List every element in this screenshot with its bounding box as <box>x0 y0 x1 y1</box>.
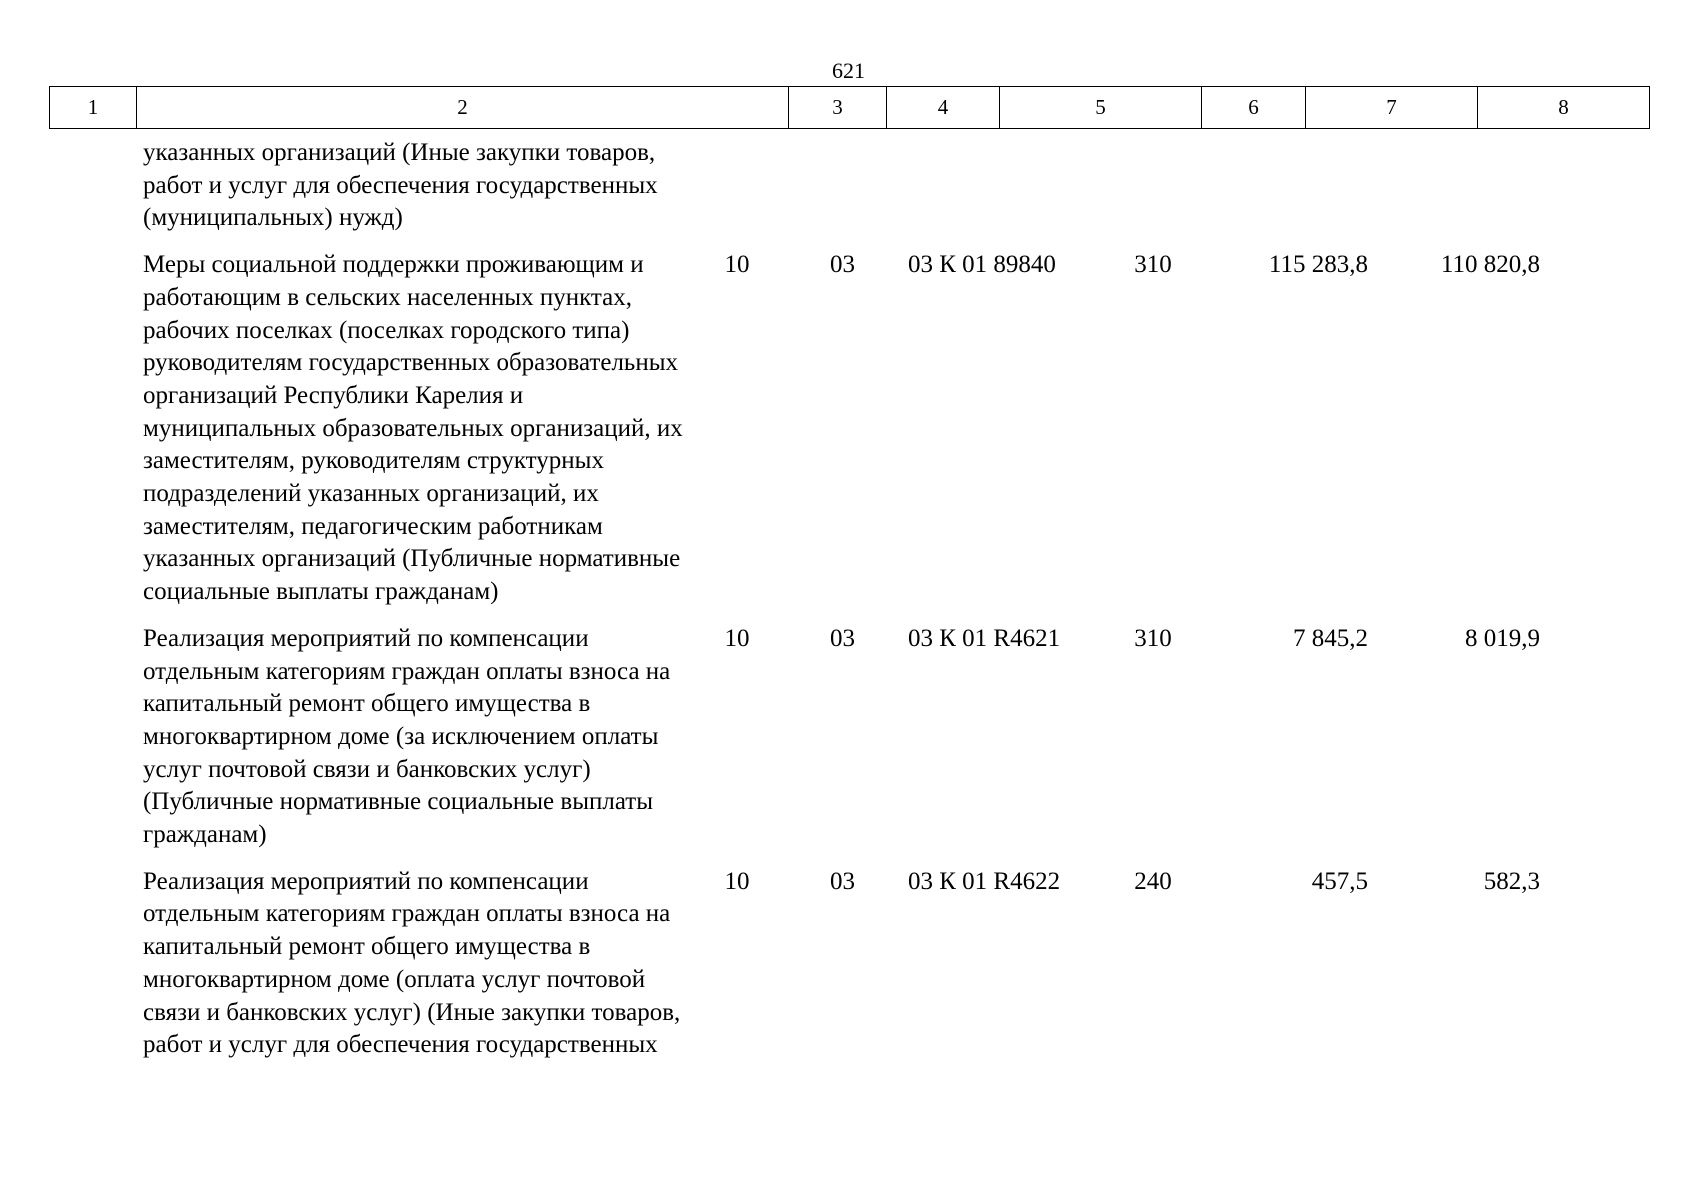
subsection-code: 03 <box>830 624 855 652</box>
row-description <box>49 249 688 609</box>
header-cell-1: 1 <box>50 87 137 129</box>
target-article-code <box>899 137 1101 235</box>
description-line: заместителям, руководителям структурных <box>143 447 604 475</box>
description-line: услуг почтовой связи и банковских услуг) <box>143 755 591 783</box>
amount-col-7: 457,5 <box>1311 867 1368 895</box>
description-line: указанных организаций (Иные закупки товаров, <box>143 139 656 166</box>
header-cell-5: 5 <box>1000 87 1202 129</box>
table-row <box>49 866 1641 1062</box>
description-line: работ и услуг для обеспечения государственных <box>143 1031 658 1059</box>
table-row <box>49 137 1641 235</box>
subsection-code <box>786 137 899 235</box>
description-line: Реализация мероприятий по компенсации <box>143 624 589 652</box>
amount-col-7: 115 283,8 <box>1268 251 1368 279</box>
description-line: капитальный ремонт общего имущества в <box>143 690 591 718</box>
row-description <box>49 623 688 852</box>
expense-type-code <box>1101 137 1205 235</box>
description-line: гражданам) <box>143 821 267 849</box>
expense-type-code: 310 <box>1134 251 1172 279</box>
target-article-code: 03 К 01 R4621 <box>908 624 1061 652</box>
section-code: 10 <box>724 624 750 652</box>
description-line: социальные выплаты гражданам) <box>143 578 499 606</box>
row-description <box>49 866 688 1062</box>
column-number-header <box>49 86 1650 129</box>
amount-col-8: 110 820,8 <box>1440 251 1540 279</box>
header-cell-4: 4 <box>887 87 1000 129</box>
description-line: многоквартирном доме (за исключением оплаты <box>143 722 659 750</box>
description-line: рабочих поселках (поселках городского типа) <box>143 316 630 344</box>
description-line: работающим в сельских населенных пунктах, <box>143 283 632 311</box>
target-article-code: 03 К 01 89840 <box>908 251 1056 279</box>
row-description <box>49 137 688 235</box>
description-line: подразделений указанных организаций, их <box>143 480 599 508</box>
description-line: организаций Республики Карелия и <box>143 381 524 409</box>
description-line: муниципальных образовательных организаций, их <box>143 414 683 442</box>
amount-col-7 <box>1205 137 1377 235</box>
table-body <box>49 137 1641 1076</box>
description-line: работ и услуг для обеспечения государственных <box>143 171 658 199</box>
amount-col-8: 582,3 <box>1483 867 1540 895</box>
description-line: заместителям, педагогическим работникам <box>143 512 603 540</box>
header-cell-7: 7 <box>1306 87 1478 129</box>
description-line: (Публичные нормативные социальные выплаты <box>143 788 654 816</box>
expense-type-code: 240 <box>1134 867 1172 895</box>
subsection-code: 03 <box>830 867 855 895</box>
description-line: многоквартирном доме (оплата услуг почтовой <box>143 965 646 993</box>
subsection-code: 03 <box>830 251 855 279</box>
description-line: отдельным категориям граждан оплаты взноса на <box>143 900 671 928</box>
amount-col-8: 8 019,9 <box>1465 624 1540 652</box>
description-line: отдельным категориям граждан оплаты взноса на <box>143 657 671 685</box>
description-line: (муниципальных) нужд) <box>143 204 403 232</box>
description-line: связи и банковских услуг) (Иные закупки товаров, <box>143 998 681 1026</box>
description-line: капитальный ремонт общего имущества в <box>143 933 591 961</box>
table-row <box>49 623 1641 852</box>
description-line: указанных организаций (Публичные нормативные <box>143 545 681 573</box>
header-cell-8: 8 <box>1478 87 1650 129</box>
header-cell-2: 2 <box>137 87 789 129</box>
description-line: руководителям государственных образовательных <box>143 349 679 377</box>
header-cell-3: 3 <box>789 87 887 129</box>
amount-col-8 <box>1377 137 1549 235</box>
description-line: Меры социальной поддержки проживающим и <box>143 251 644 279</box>
table-row <box>49 249 1641 609</box>
header-cell-6: 6 <box>1202 87 1306 129</box>
section-code <box>688 137 786 235</box>
amount-col-7: 7 845,2 <box>1293 624 1368 652</box>
page-number: 621 <box>832 58 865 83</box>
description-line: Реализация мероприятий по компенсации <box>143 867 589 895</box>
section-code: 10 <box>724 867 750 895</box>
expense-type-code: 310 <box>1134 624 1172 652</box>
section-code: 10 <box>724 251 750 279</box>
target-article-code: 03 К 01 R4622 <box>908 867 1061 895</box>
